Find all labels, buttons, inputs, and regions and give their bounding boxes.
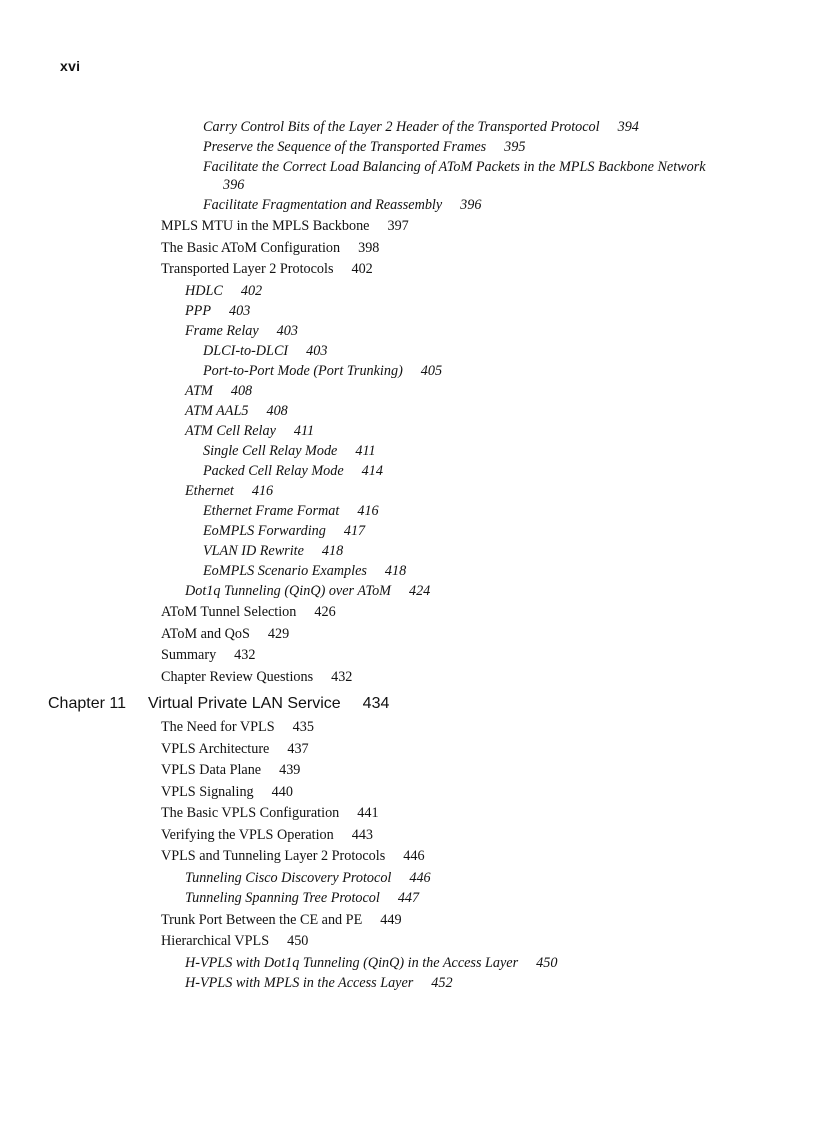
toc-entry[interactable] [161,826,373,844]
entry-page: 429 [267,626,290,642]
entry-page: 432 [234,647,256,663]
entry-title: Transported Layer 2 Protocols [161,261,334,277]
toc-entry[interactable] [203,462,383,480]
chapter-page: 434 [362,695,390,712]
entry-page: 450 [536,955,558,971]
toc-entry[interactable] [203,158,706,176]
entry-title: ATM AAL5 [185,403,249,419]
toc-entry[interactable] [161,603,336,621]
entry-title: The Basic AToM Configuration [161,240,341,256]
toc-entry[interactable] [185,974,453,992]
entry-title: HDLC [185,283,223,299]
entry-page: 411 [293,423,315,439]
toc-entry[interactable] [203,118,639,136]
entry-title: The Basic VPLS Configuration [161,805,340,821]
toc-entry[interactable] [185,954,557,972]
entry-title: Frame Relay [185,323,259,339]
entry-page: 452 [431,975,453,991]
entry-title: The Need for VPLS [161,719,275,735]
entry-title: Trunk Port Between the CE and PE [161,912,363,928]
entry-title: Tunneling Spanning Tree Protocol [185,890,380,906]
toc-entry[interactable] [161,625,289,643]
page-number: xvi [60,58,81,74]
entry-title: Hierarchical VPLS [161,933,270,949]
entry-page: 396 [460,197,482,213]
entry-page: 450 [287,933,309,949]
entry-title: ATM Cell Relay [185,423,276,439]
entry-title: VPLS Signaling [161,784,254,800]
entry-page: 417 [343,523,366,539]
entry-title: Preserve the Sequence of the Transported Frames [203,139,487,155]
entry-title: VPLS Data Plane [161,762,262,778]
entry-title: EoMPLS Forwarding [203,523,326,539]
entry-title: Dot1q Tunneling (QinQ) over AToM [185,583,391,599]
entry-title: Summary [161,647,217,663]
toc-entry[interactable] [161,932,308,950]
entry-page: 394 [617,119,639,135]
entry-title: Facilitate the Correct Load Balancing of AToM Packets in the MPLS Backbone Network [203,159,706,175]
toc-entry[interactable] [161,668,352,686]
entry-page: 439 [279,762,301,778]
toc-entry[interactable] [185,482,273,500]
entry-page: 447 [397,890,420,906]
toc-entry[interactable] [185,302,250,320]
entry-title: Chapter Review Questions [161,669,314,685]
entry-page: 432 [331,669,353,685]
entry-page: 397 [387,218,409,234]
toc-entry[interactable] [203,342,327,360]
entry-page: 408 [230,383,253,399]
entry-title: MPLS MTU in the MPLS Backbone [161,218,370,234]
toc-entry[interactable] [161,217,409,235]
toc-entry[interactable] [203,196,481,214]
toc-entry[interactable] [203,542,343,560]
entry-title: PPP [185,303,211,319]
entry-page: 424 [408,583,431,599]
toc-entry[interactable] [161,260,373,278]
toc-entry[interactable] [161,646,255,664]
toc-entry[interactable] [185,869,431,887]
entry-page: 403 [229,303,251,319]
entry-title: AToM and QoS [161,626,250,642]
entry-title: Facilitate Fragmentation and Reassembly [203,197,443,213]
toc-entry[interactable] [161,239,379,257]
entry-page: 440 [271,784,293,800]
entry-page: 403 [276,323,298,339]
toc-entry[interactable] [161,847,425,865]
entry-title: EoMPLS Scenario Examples [203,563,367,579]
entry-page: 416 [357,503,379,519]
toc-entry[interactable] [161,718,314,736]
toc-entry[interactable] [161,804,379,822]
entry-page: 402 [351,261,373,277]
entry-page: 418 [321,543,344,559]
toc-entry[interactable] [185,422,314,440]
toc-entry[interactable] [203,502,379,520]
entry-title: H-VPLS with Dot1q Tunneling (QinQ) in the Access Layer [185,955,519,971]
toc-entry[interactable] [203,442,376,460]
entry-page: 426 [314,604,336,620]
entry-page: 435 [292,719,314,735]
entry-title: Port-to-Port Mode (Port Trunking) [203,363,403,379]
entry-title: Tunneling Cisco Discovery Protocol [185,870,392,886]
toc-entry[interactable] [185,322,298,340]
entry-title: ATM [185,383,213,399]
entry-title: VLAN ID Rewrite [203,543,304,559]
entry-title: VPLS Architecture [161,741,270,757]
entry-page: 405 [420,363,443,379]
entry-page: 446 [409,870,431,886]
toc-entry[interactable] [185,582,430,600]
toc-entry[interactable] [203,522,365,540]
entry-page: 411 [355,443,376,459]
entry-page: 437 [287,741,309,757]
toc-entry[interactable] [161,911,402,929]
entry-page: 418 [384,563,407,579]
toc-entry[interactable] [161,783,293,801]
toc-entry[interactable] [185,382,252,400]
entry-page: 441 [357,805,379,821]
entry-page: 395 [504,139,526,155]
toc-entry[interactable] [161,761,300,779]
entry-title: Carry Control Bits of the Layer 2 Header of the Transported Protocol [203,119,600,135]
entry-title: Verifying the VPLS Operation [161,827,334,843]
entry-title: Packed Cell Relay Mode [203,463,344,479]
entry-page: 403 [306,343,328,359]
toc-entry[interactable] [185,402,288,420]
toc-entry[interactable] [185,889,419,907]
toc-entry[interactable] [203,138,525,156]
entry-title: H-VPLS with MPLS in the Access Layer [185,975,414,991]
entry-page: 398 [358,240,380,256]
entry-title: Single Cell Relay Mode [203,443,338,459]
entry-page: 446 [403,848,425,864]
entry-title: VPLS and Tunneling Layer 2 Protocols [161,848,386,864]
entry-page: 416 [251,483,274,499]
toc-entry[interactable] [161,740,309,758]
entry-page: 402 [240,283,263,299]
entry-page: 414 [361,463,383,479]
toc-entry[interactable] [203,562,406,580]
entry-title: DLCI-to-DLCI [203,343,289,359]
toc-entry[interactable] [185,282,262,300]
chapter-heading[interactable] [48,695,389,713]
entry-title: Ethernet [185,483,234,499]
chapter-title: Virtual Private LAN Service [148,695,341,712]
entry-page: 443 [351,827,374,843]
toc-entry[interactable] [203,362,442,380]
chapter-label: Chapter 11 [48,695,126,712]
entry-page: 396 [223,177,245,193]
entry-title: AToM Tunnel Selection [161,604,297,620]
entry-page: 449 [380,912,402,928]
entry-page: 408 [266,403,288,419]
entry-title: Ethernet Frame Format [203,503,340,519]
